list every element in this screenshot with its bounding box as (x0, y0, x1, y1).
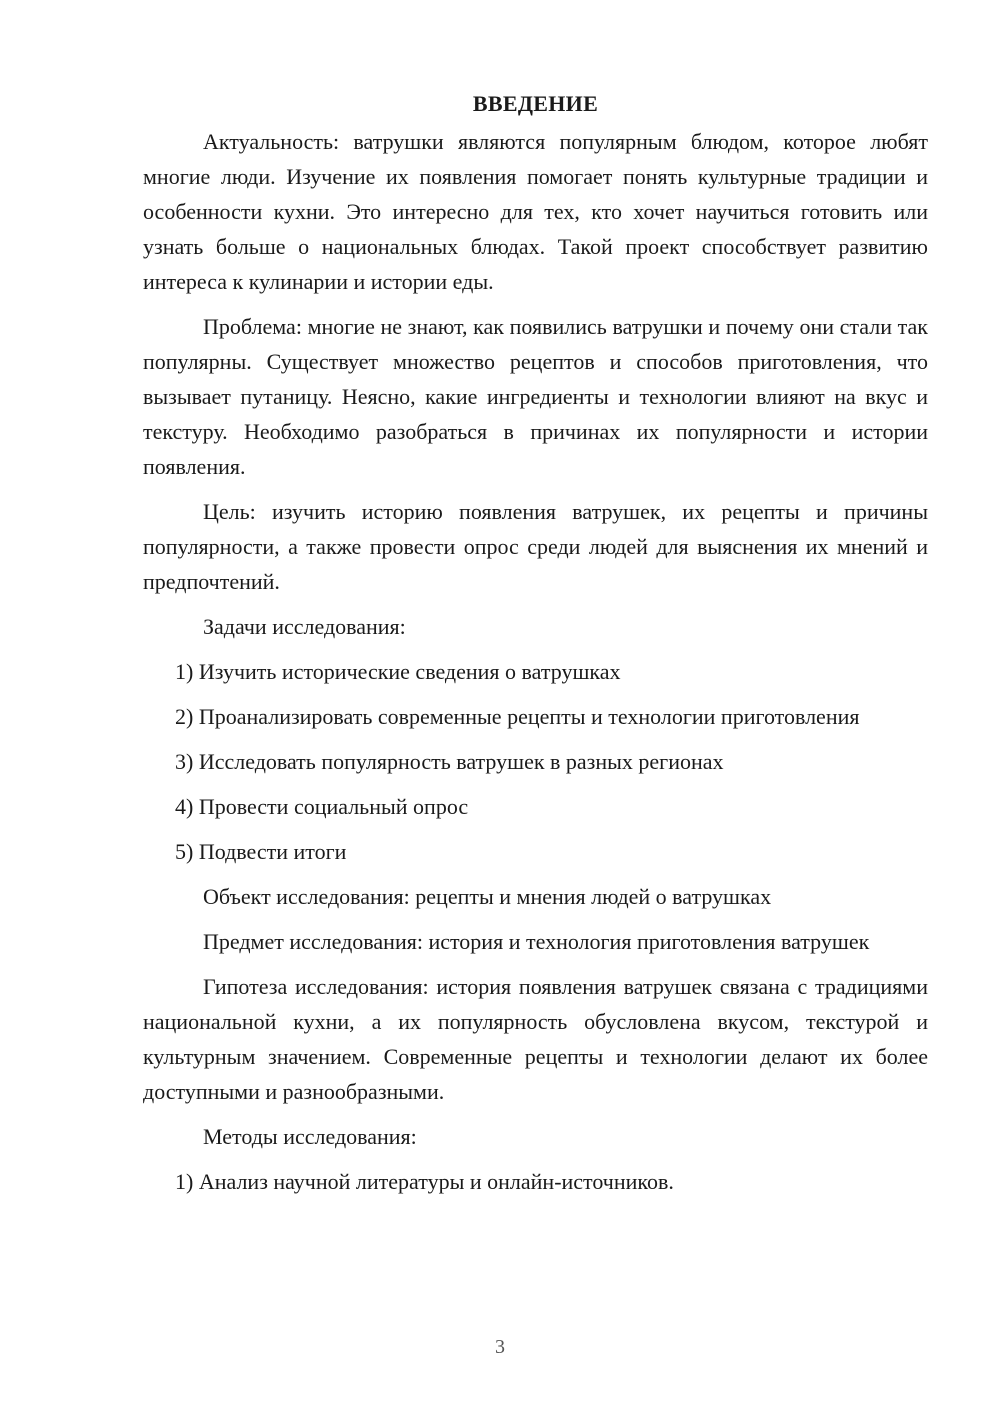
research-hypothesis: Гипотеза исследования: история появления ватрушек связана с традициями национальной кухни, а их популярность обусловлена вкусом, текстурой и культурным значением. Современные рецепты и технологии делают их более доступными и разнообразными. (143, 974, 928, 1104)
paragraph-goal: Цель: изучить историю появления ватрушек, их рецепты и причины популярности, а также провести опрос среди людей для выяснения их мнений и предпочтений. (143, 499, 928, 594)
methods-heading: Методы исследования: (203, 1124, 417, 1149)
task-item-1: 1) Изучить исторические сведения о ватрушках (175, 659, 621, 684)
paragraph-relevance: Актуальность: ватрушки являются популярным блюдом, которое любят многие люди. Изучение их появления помогает понять культурные традиции и особенности кухни. Это интересно для тех, кто хочет научиться готовить или узнать больше о национальных блюдах. Такой проект способствует развитию интереса к кулинарии и истории еды. (143, 129, 928, 294)
tasks-heading: Задачи исследования: (203, 614, 406, 639)
task-item-5: 5) Подвести итоги (175, 839, 347, 864)
page-title: ВВЕДЕНИЕ (472, 91, 599, 116)
document-page (143, 90, 928, 1209)
paragraph-problem: Проблема: многие не знают, как появились ватрушки и почему они стали так популярны. Существует множество рецептов и способов приготовления, что вызывает путаницу. Неясно, какие ингредиенты и технологии влияют на вкус и текстуру. Необходимо разобраться в причинах их популярности и истории появления. (143, 314, 928, 479)
research-subject: Предмет исследования: история и технология приготовления ватрушек (203, 929, 870, 954)
task-item-3: 3) Исследовать популярность ватрушек в разных регионах (175, 749, 724, 774)
task-item-2: 2) Проанализировать современные рецепты и технологии приготовления (175, 704, 860, 729)
task-item-4: 4) Провести социальный опрос (175, 794, 469, 819)
method-item-1: 1) Анализ научной литературы и онлайн-источников. (175, 1169, 674, 1194)
page-number: 3 (495, 1336, 505, 1358)
research-object: Объект исследования: рецепты и мнения людей о ватрушках (203, 884, 772, 909)
